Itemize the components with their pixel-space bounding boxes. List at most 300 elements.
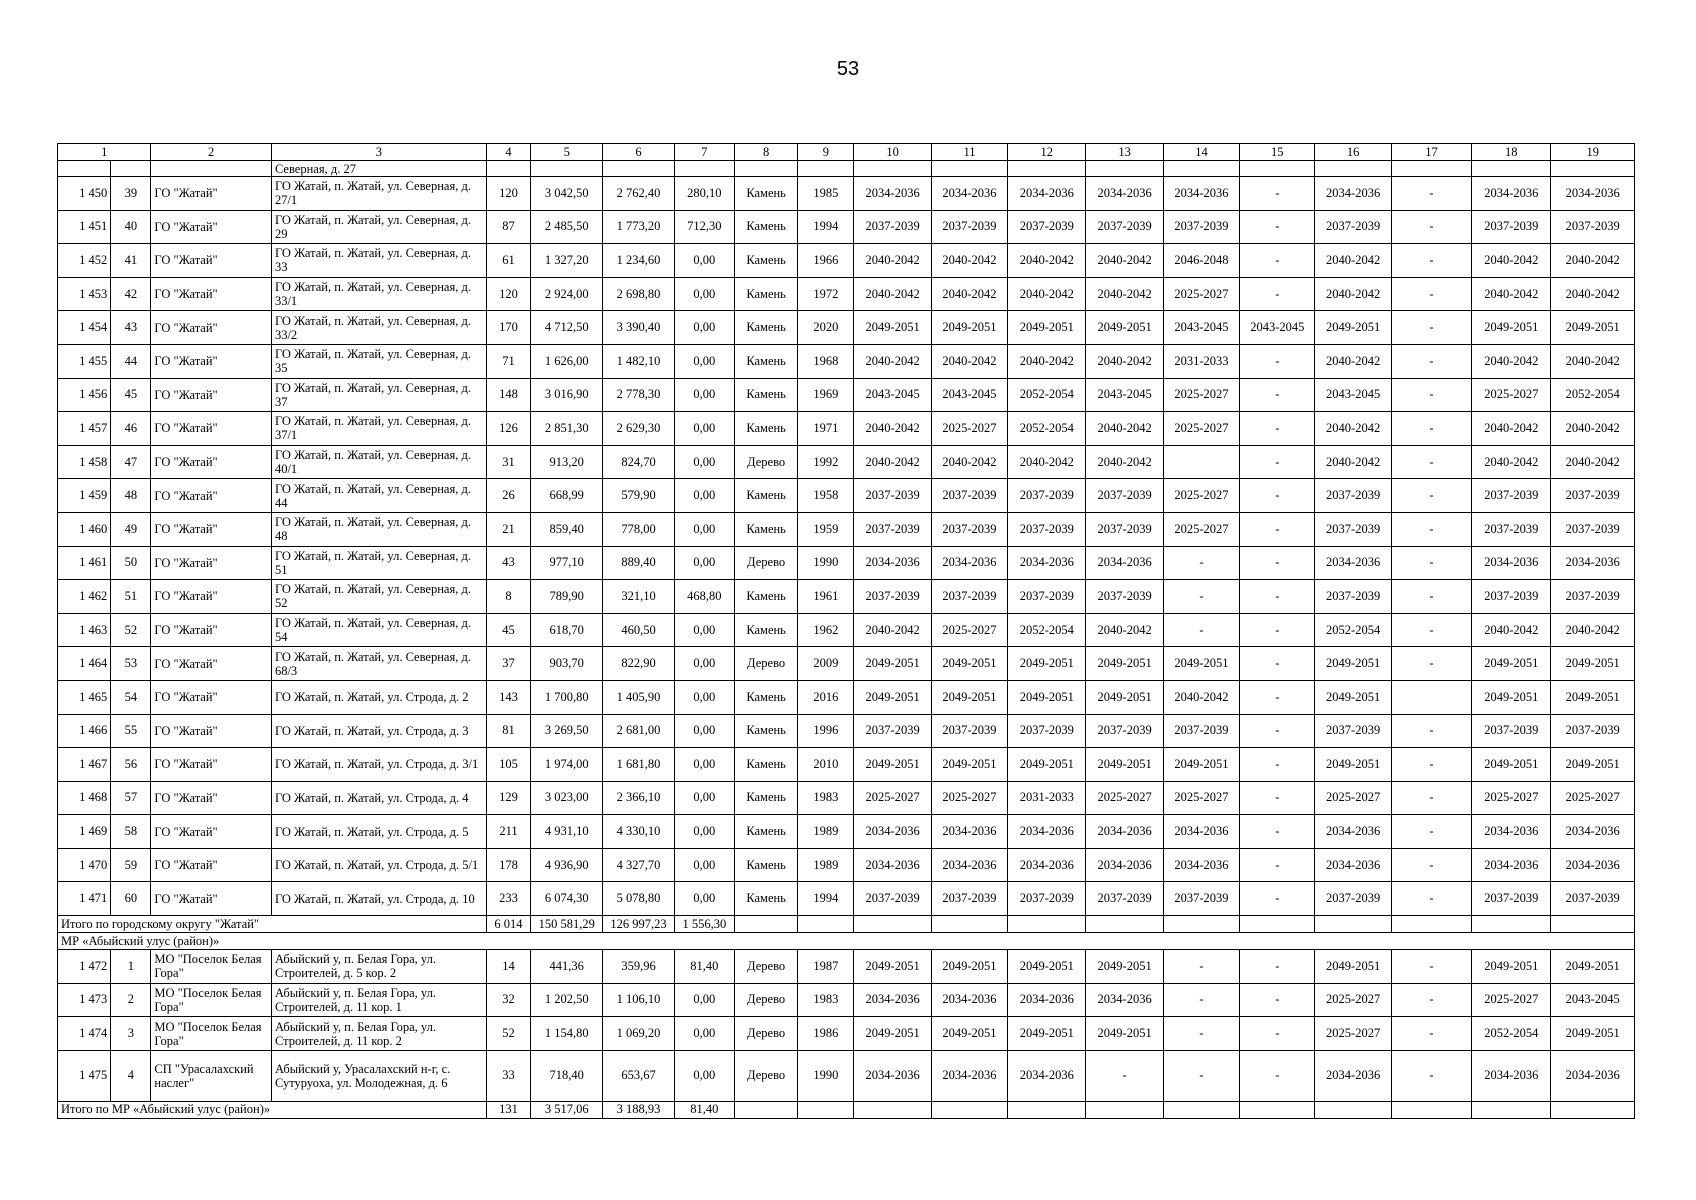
col-13-value: 2037-2039 (1086, 882, 1163, 916)
col-4-value: 37 (486, 647, 530, 681)
table-row (58, 378, 1635, 412)
col-15-value: - (1240, 244, 1315, 278)
municipality-name: МО "Поселок Белая Гора" (151, 950, 272, 984)
subtotal-col-5: 150 581,29 (531, 916, 603, 933)
col-13-value: 2037-2039 (1086, 210, 1163, 244)
col-7-value: 0,00 (674, 412, 734, 446)
col-17-value: - (1391, 546, 1471, 580)
col-6-value: 2 366,10 (603, 781, 674, 815)
col-9-value: 1990 (798, 546, 854, 580)
col-8-value: Камень (734, 277, 797, 311)
table-row (58, 412, 1635, 446)
empty-cell (1391, 1101, 1471, 1118)
col-12-value: 2052-2054 (1008, 613, 1086, 647)
col-19-value: 2037-2039 (1551, 714, 1635, 748)
row-sub-number: 48 (111, 479, 151, 513)
col-6-value: 822,90 (603, 647, 674, 681)
row-number: 1 459 (58, 479, 111, 513)
col-11-value: 2037-2039 (931, 210, 1007, 244)
table-row (58, 1050, 1635, 1101)
col-11-value: 2043-2045 (931, 378, 1007, 412)
col-18-value: 2025-2027 (1472, 983, 1551, 1017)
empty-cell (603, 161, 674, 177)
col-19-value: 2037-2039 (1551, 210, 1635, 244)
col-19-value: 2034-2036 (1551, 848, 1635, 882)
col-11-value: 2049-2051 (931, 311, 1007, 345)
col-13-value: 2037-2039 (1086, 479, 1163, 513)
col-7-value: 0,00 (674, 983, 734, 1017)
col-16-value: 2034-2036 (1315, 546, 1391, 580)
col-13-value: 2034-2036 (1086, 983, 1163, 1017)
col-8-value: Камень (734, 848, 797, 882)
col-12-value: 2037-2039 (1008, 210, 1086, 244)
col-16-value: 2049-2051 (1315, 680, 1391, 714)
col-14-value (1163, 445, 1239, 479)
row-number: 1 457 (58, 412, 111, 446)
col-8-value: Камень (734, 882, 797, 916)
col-16-value: 2037-2039 (1315, 512, 1391, 546)
row-sub-number: 3 (111, 1017, 151, 1051)
page-number: 53 (836, 58, 860, 80)
row-number: 1 468 (58, 781, 111, 815)
row-sub-number: 1 (111, 950, 151, 984)
col-14-value: - (1163, 950, 1239, 984)
col-16-value: 2034-2036 (1315, 1050, 1391, 1101)
col-12-value: 2052-2054 (1008, 412, 1086, 446)
col-16-value: 2049-2051 (1315, 950, 1391, 984)
col-5-value: 859,40 (531, 512, 603, 546)
row-number: 1 452 (58, 244, 111, 278)
row-number: 1 454 (58, 311, 111, 345)
col-7-value: 0,00 (674, 1050, 734, 1101)
col-5-value: 903,70 (531, 647, 603, 681)
row-number: 1 453 (58, 277, 111, 311)
col-14-value: - (1163, 983, 1239, 1017)
col-9-value: 1958 (798, 479, 854, 513)
municipality-name: ГО "Жатай" (151, 647, 272, 681)
building-address: ГО Жатай, п. Жатай, ул. Северная, д. 51 (271, 546, 486, 580)
col-19-value: 2025-2027 (1551, 781, 1635, 815)
subtotal-label: Итого по городскому округу "Жатай" (58, 916, 487, 933)
col-9-value: 1994 (798, 210, 854, 244)
col-4-value: 170 (486, 311, 530, 345)
empty-cell (1240, 916, 1315, 933)
continuation-row (58, 161, 1635, 177)
col-18-value: 2037-2039 (1472, 210, 1551, 244)
empty-cell (1472, 1101, 1551, 1118)
col-12-value: 2049-2051 (1008, 950, 1086, 984)
col-10-value: 2049-2051 (854, 950, 931, 984)
col-5-value: 1 974,00 (531, 748, 603, 782)
row-number: 1 473 (58, 983, 111, 1017)
column-header-15: 15 (1240, 144, 1315, 161)
col-10-value: 2037-2039 (854, 882, 931, 916)
col-5-value: 2 485,50 (531, 210, 603, 244)
col-4-value: 211 (486, 815, 530, 849)
col-5-value: 3 016,90 (531, 378, 603, 412)
empty-cell (1551, 916, 1635, 933)
col-6-value: 321,10 (603, 580, 674, 614)
col-5-value: 1 154,80 (531, 1017, 603, 1051)
col-8-value: Камень (734, 512, 797, 546)
col-11-value: 2040-2042 (931, 244, 1007, 278)
col-10-value: 2040-2042 (854, 244, 931, 278)
table-row (58, 748, 1635, 782)
col-6-value: 5 078,80 (603, 882, 674, 916)
col-7-value: 0,00 (674, 479, 734, 513)
col-7-value: 0,00 (674, 344, 734, 378)
row-number: 1 467 (58, 748, 111, 782)
col-16-value: 2034-2036 (1315, 177, 1391, 211)
col-9-value: 1987 (798, 950, 854, 984)
col-18-value: 2034-2036 (1472, 546, 1551, 580)
col-4-value: 33 (486, 1050, 530, 1101)
col-19-value: 2049-2051 (1551, 1017, 1635, 1051)
col-5-value: 441,36 (531, 950, 603, 984)
empty-cell (734, 161, 797, 177)
empty-cell (1163, 1101, 1239, 1118)
empty-cell (531, 161, 603, 177)
col-18-value: 2040-2042 (1472, 277, 1551, 311)
col-18-value: 2040-2042 (1472, 613, 1551, 647)
empty-cell (734, 1101, 797, 1118)
col-8-value: Камень (734, 748, 797, 782)
col-19-value: 2049-2051 (1551, 647, 1635, 681)
row-number: 1 460 (58, 512, 111, 546)
col-17-value: - (1391, 647, 1471, 681)
empty-cell (1240, 1101, 1315, 1118)
building-address: ГО Жатай, п. Жатай, ул. Строда, д. 4 (271, 781, 486, 815)
col-12-value: 2034-2036 (1008, 815, 1086, 849)
col-7-value: 0,00 (674, 781, 734, 815)
col-17-value: - (1391, 983, 1471, 1017)
col-4-value: 178 (486, 848, 530, 882)
col-4-value: 43 (486, 546, 530, 580)
col-17-value: - (1391, 244, 1471, 278)
empty-cell (854, 1101, 931, 1118)
building-address: ГО Жатай, п. Жатай, ул. Северная, д. 33/2 (271, 311, 486, 345)
row-number: 1 461 (58, 546, 111, 580)
col-9-value: 2020 (798, 311, 854, 345)
col-11-value: 2034-2036 (931, 546, 1007, 580)
municipality-name: ГО "Жатай" (151, 882, 272, 916)
housing-register-table (57, 143, 1635, 1119)
row-number: 1 458 (58, 445, 111, 479)
col-18-value: 2034-2036 (1472, 815, 1551, 849)
row-sub-number: 44 (111, 344, 151, 378)
col-4-value: 233 (486, 882, 530, 916)
row-number: 1 450 (58, 177, 111, 211)
table-row (58, 815, 1635, 849)
col-5-value: 618,70 (531, 613, 603, 647)
col-9-value: 1996 (798, 714, 854, 748)
col-15-value: - (1240, 412, 1315, 446)
col-14-value: 2043-2045 (1163, 311, 1239, 345)
col-13-value: 2049-2051 (1086, 311, 1163, 345)
col-8-value: Камень (734, 613, 797, 647)
row-sub-number: 51 (111, 580, 151, 614)
col-8-value: Камень (734, 580, 797, 614)
column-header-5: 5 (531, 144, 603, 161)
col-12-value: 2034-2036 (1008, 177, 1086, 211)
building-address: ГО Жатай, п. Жатай, ул. Северная, д. 52 (271, 580, 486, 614)
col-15-value: - (1240, 680, 1315, 714)
col-16-value: 2049-2051 (1315, 748, 1391, 782)
col-16-value: 2052-2054 (1315, 613, 1391, 647)
col-18-value: 2040-2042 (1472, 244, 1551, 278)
row-sub-number: 50 (111, 546, 151, 580)
row-sub-number: 4 (111, 1050, 151, 1101)
col-10-value: 2037-2039 (854, 210, 931, 244)
column-header-7: 7 (674, 144, 734, 161)
col-4-value: 8 (486, 580, 530, 614)
col-9-value: 2009 (798, 647, 854, 681)
col-11-value: 2025-2027 (931, 781, 1007, 815)
col-13-value: 2040-2042 (1086, 277, 1163, 311)
municipality-name: ГО "Жатай" (151, 714, 272, 748)
municipality-name: СП "Урасалахский наслег" (151, 1050, 272, 1101)
col-8-value: Камень (734, 244, 797, 278)
col-7-value: 0,00 (674, 546, 734, 580)
col-10-value: 2049-2051 (854, 1017, 931, 1051)
building-address: Абыйский у, п. Белая Гора, ул. Строителей, д. 5 кор. 2 (271, 950, 486, 984)
row-number: 1 470 (58, 848, 111, 882)
col-12-value: 2031-2033 (1008, 781, 1086, 815)
empty-cell (1551, 1101, 1635, 1118)
empty-cell (1472, 916, 1551, 933)
row-sub-number: 43 (111, 311, 151, 345)
col-16-value: 2040-2042 (1315, 244, 1391, 278)
col-7-value: 0,00 (674, 680, 734, 714)
col-17-value: - (1391, 848, 1471, 882)
building-address: ГО Жатай, п. Жатай, ул. Северная, д. 27/1 (271, 177, 486, 211)
col-7-value: 0,00 (674, 378, 734, 412)
row-sub-number: 46 (111, 412, 151, 446)
col-12-value: 2034-2036 (1008, 546, 1086, 580)
col-17-value: - (1391, 412, 1471, 446)
col-11-value: 2040-2042 (931, 344, 1007, 378)
municipality-name: ГО "Жатай" (151, 277, 272, 311)
col-12-value: 2040-2042 (1008, 277, 1086, 311)
col-16-value: 2040-2042 (1315, 277, 1391, 311)
col-19-value: 2040-2042 (1551, 244, 1635, 278)
col-13-value: 2037-2039 (1086, 714, 1163, 748)
col-14-value: 2049-2051 (1163, 647, 1239, 681)
col-15-value: - (1240, 848, 1315, 882)
col-17-value: - (1391, 445, 1471, 479)
col-5-value: 668,99 (531, 479, 603, 513)
col-12-value: 2049-2051 (1008, 1017, 1086, 1051)
col-5-value: 3 042,50 (531, 177, 603, 211)
col-13-value: 2034-2036 (1086, 848, 1163, 882)
col-7-value: 712,30 (674, 210, 734, 244)
building-address: Абыйский у, Урасалахский н-г, с. Сутуруоха, ул. Молодежная, д. 6 (271, 1050, 486, 1101)
col-10-value: 2049-2051 (854, 680, 931, 714)
col-19-value: 2040-2042 (1551, 344, 1635, 378)
col-17-value: - (1391, 277, 1471, 311)
col-10-value: 2037-2039 (854, 512, 931, 546)
col-14-value: 2037-2039 (1163, 210, 1239, 244)
col-6-value: 1 106,10 (603, 983, 674, 1017)
row-number: 1 465 (58, 680, 111, 714)
col-13-value: 2040-2042 (1086, 445, 1163, 479)
col-7-value: 0,00 (674, 748, 734, 782)
col-5-value: 4 936,90 (531, 848, 603, 882)
continuation-address: Северная, д. 27 (271, 161, 486, 177)
column-header-18: 18 (1472, 144, 1551, 161)
col-12-value: 2052-2054 (1008, 378, 1086, 412)
col-10-value: 2040-2042 (854, 412, 931, 446)
subtotal-col-6: 3 188,93 (603, 1101, 674, 1118)
building-address: ГО Жатай, п. Жатай, ул. Строда, д. 2 (271, 680, 486, 714)
col-10-value: 2034-2036 (854, 815, 931, 849)
empty-cell (854, 161, 931, 177)
col-4-value: 61 (486, 244, 530, 278)
col-19-value: 2040-2042 (1551, 445, 1635, 479)
col-9-value: 1989 (798, 848, 854, 882)
col-11-value: 2037-2039 (931, 714, 1007, 748)
municipality-name: ГО "Жатай" (151, 344, 272, 378)
column-number-header (58, 144, 1635, 161)
col-13-value: 2040-2042 (1086, 344, 1163, 378)
col-10-value: 2040-2042 (854, 613, 931, 647)
municipality-name: ГО "Жатай" (151, 311, 272, 345)
col-5-value: 3 269,50 (531, 714, 603, 748)
table-row (58, 1017, 1635, 1051)
row-number: 1 475 (58, 1050, 111, 1101)
col-17-value: - (1391, 378, 1471, 412)
col-8-value: Дерево (734, 445, 797, 479)
col-9-value: 1985 (798, 177, 854, 211)
col-18-value: 2025-2027 (1472, 781, 1551, 815)
col-16-value: 2037-2039 (1315, 714, 1391, 748)
col-18-value: 2037-2039 (1472, 882, 1551, 916)
col-17-value: - (1391, 311, 1471, 345)
col-9-value: 1962 (798, 613, 854, 647)
building-address: ГО Жатай, п. Жатай, ул. Северная, д. 37/1 (271, 412, 486, 446)
col-10-value: 2040-2042 (854, 344, 931, 378)
col-11-value: 2040-2042 (931, 277, 1007, 311)
column-header-19: 19 (1551, 144, 1635, 161)
col-6-value: 1 405,90 (603, 680, 674, 714)
empty-cell (798, 161, 854, 177)
col-16-value: 2034-2036 (1315, 815, 1391, 849)
col-18-value: 2049-2051 (1472, 950, 1551, 984)
row-number: 1 455 (58, 344, 111, 378)
col-18-value: 2040-2042 (1472, 344, 1551, 378)
empty-cell (1551, 161, 1635, 177)
col-7-value: 0,00 (674, 815, 734, 849)
col-11-value: 2049-2051 (931, 1017, 1007, 1051)
empty-cell (111, 161, 151, 177)
col-9-value: 1983 (798, 983, 854, 1017)
col-17-value: - (1391, 1050, 1471, 1101)
col-7-value: 0,00 (674, 277, 734, 311)
row-number: 1 462 (58, 580, 111, 614)
col-11-value: 2037-2039 (931, 512, 1007, 546)
col-14-value: 2034-2036 (1163, 815, 1239, 849)
empty-cell (486, 161, 530, 177)
col-13-value: 2049-2051 (1086, 1017, 1163, 1051)
col-13-value: 2043-2045 (1086, 378, 1163, 412)
subtotal-col-7: 1 556,30 (674, 916, 734, 933)
col-7-value: 280,10 (674, 177, 734, 211)
col-7-value: 81,40 (674, 950, 734, 984)
col-15-value: - (1240, 177, 1315, 211)
col-15-value: 2043-2045 (1240, 311, 1315, 345)
col-7-value: 0,00 (674, 714, 734, 748)
col-15-value: - (1240, 1050, 1315, 1101)
row-sub-number: 47 (111, 445, 151, 479)
col-7-value: 0,00 (674, 445, 734, 479)
table-row (58, 848, 1635, 882)
col-4-value: 126 (486, 412, 530, 446)
col-13-value: 2040-2042 (1086, 412, 1163, 446)
col-15-value: - (1240, 580, 1315, 614)
row-number: 1 451 (58, 210, 111, 244)
col-4-value: 52 (486, 1017, 530, 1051)
col-9-value: 2010 (798, 748, 854, 782)
row-number: 1 463 (58, 613, 111, 647)
col-9-value: 2016 (798, 680, 854, 714)
col-13-value: 2037-2039 (1086, 580, 1163, 614)
column-header-12: 12 (1008, 144, 1086, 161)
col-9-value: 1992 (798, 445, 854, 479)
col-4-value: 26 (486, 479, 530, 513)
col-12-value: 2040-2042 (1008, 244, 1086, 278)
empty-cell (1315, 1101, 1391, 1118)
col-10-value: 2034-2036 (854, 983, 931, 1017)
col-19-value: 2040-2042 (1551, 277, 1635, 311)
table-row (58, 882, 1635, 916)
col-7-value: 0,00 (674, 882, 734, 916)
col-18-value: 2037-2039 (1472, 714, 1551, 748)
row-sub-number: 58 (111, 815, 151, 849)
col-16-value: 2034-2036 (1315, 848, 1391, 882)
col-17-value: - (1391, 815, 1471, 849)
col-18-value: 2040-2042 (1472, 445, 1551, 479)
col-6-value: 2 629,30 (603, 412, 674, 446)
col-18-value: 2049-2051 (1472, 647, 1551, 681)
empty-cell (931, 916, 1007, 933)
subtotal-col-6: 126 997,23 (603, 916, 674, 933)
col-5-value: 789,90 (531, 580, 603, 614)
municipality-name: ГО "Жатай" (151, 848, 272, 882)
col-6-value: 3 390,40 (603, 311, 674, 345)
col-9-value: 1986 (798, 1017, 854, 1051)
col-12-value: 2034-2036 (1008, 848, 1086, 882)
col-10-value: 2034-2036 (854, 1050, 931, 1101)
row-number: 1 464 (58, 647, 111, 681)
col-4-value: 120 (486, 277, 530, 311)
building-address: ГО Жатай, п. Жатай, ул. Северная, д. 44 (271, 479, 486, 513)
col-19-value: 2049-2051 (1551, 311, 1635, 345)
col-13-value: 2049-2051 (1086, 950, 1163, 984)
col-5-value: 2 924,00 (531, 277, 603, 311)
col-11-value: 2025-2027 (931, 613, 1007, 647)
row-number: 1 474 (58, 1017, 111, 1051)
row-number: 1 471 (58, 882, 111, 916)
col-14-value: - (1163, 580, 1239, 614)
col-5-value: 718,40 (531, 1050, 603, 1101)
col-5-value: 913,20 (531, 445, 603, 479)
col-9-value: 1990 (798, 1050, 854, 1101)
col-12-value: 2049-2051 (1008, 311, 1086, 345)
col-11-value: 2034-2036 (931, 1050, 1007, 1101)
column-header-17: 17 (1391, 144, 1471, 161)
col-15-value: - (1240, 445, 1315, 479)
col-4-value: 148 (486, 378, 530, 412)
